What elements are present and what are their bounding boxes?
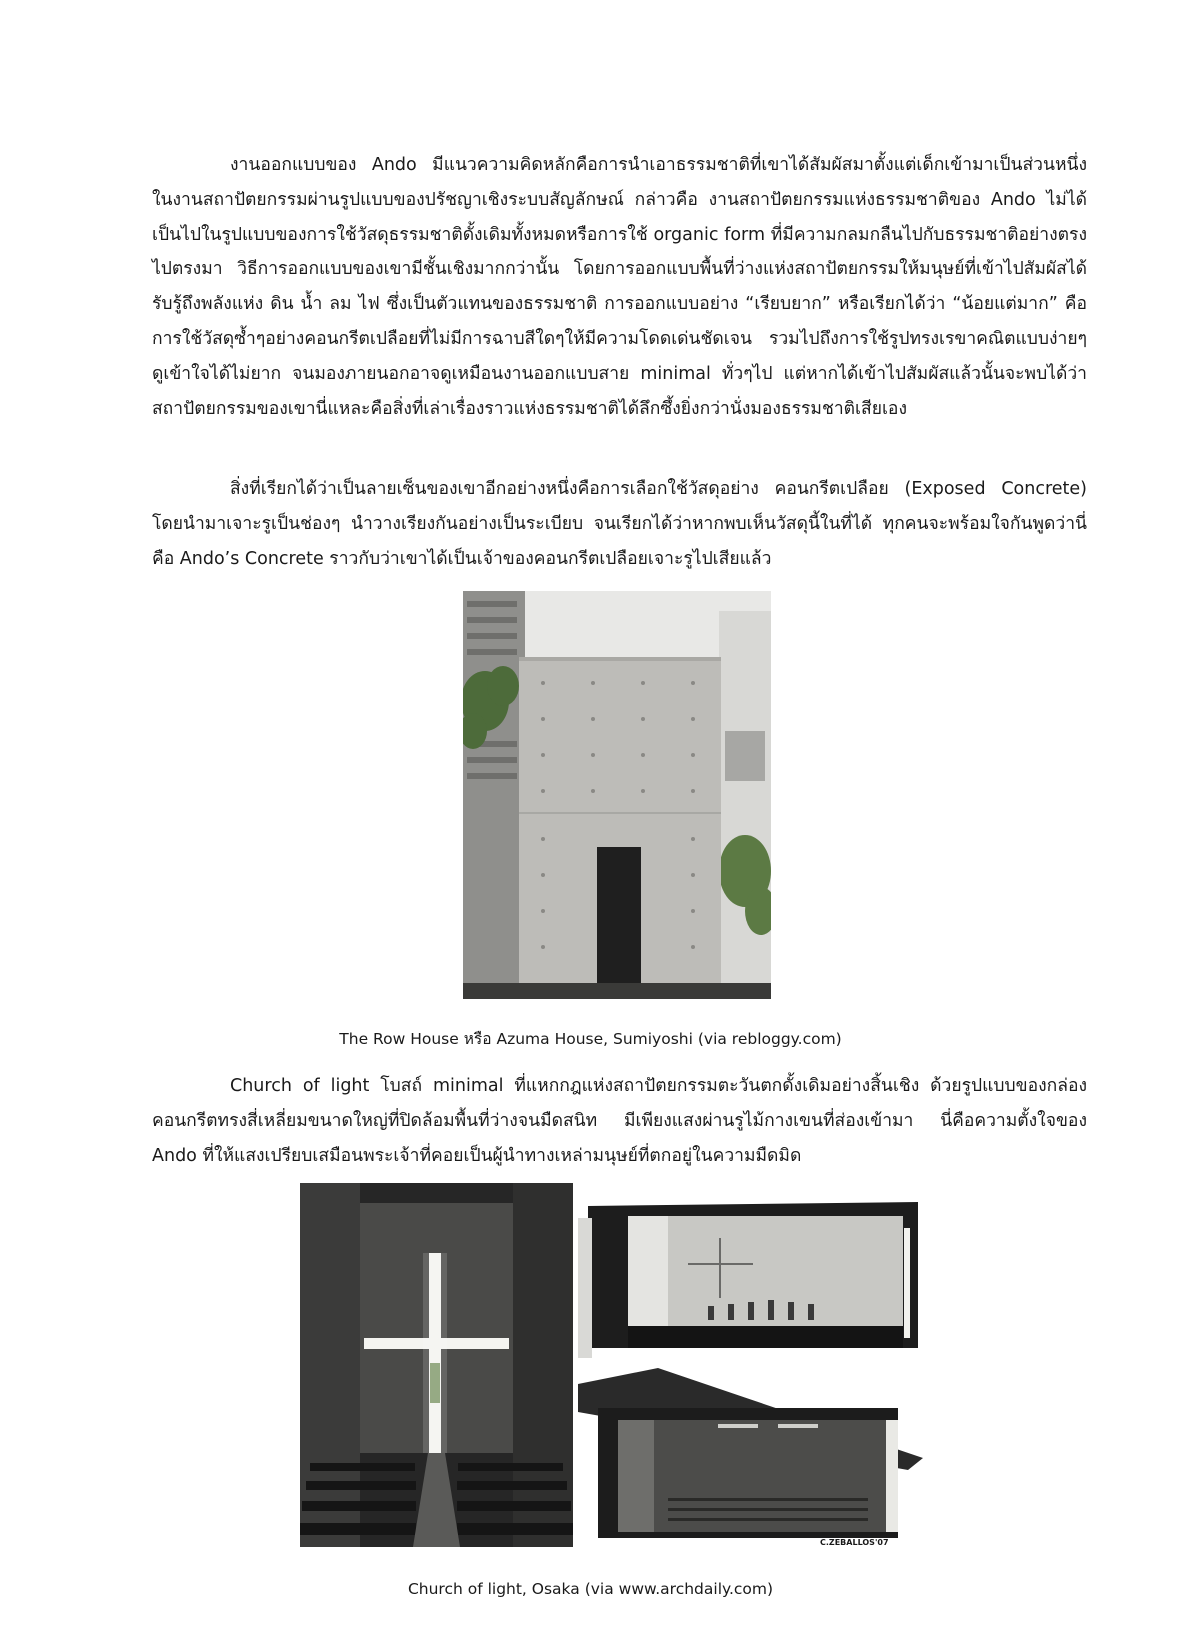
paragraph-church-of-light: Church of light โบสถ์ minimal ที่แหกกฎแห่งสถาปัตยกรรมตะวันตกดั้งเดิมอย่างสิ้นเชิง ด้วยรูปแบบของกล่องคอนกรีตทรงสี่เหลี่ยมขนาดใหญ่ที่ปิดล้อมพื้นที่ว่างจนมืดสนิท มีเพียงแสงผ่านรูไม้กางเขนที่ส่องเข้ามา นี่คือความตั้งใจของ Ando ที่ให้แสงเปรียบเสมือนพระเจ้าที่คอยเป็นผู้นำทางเหล่ามนุษย์ที่ตกอยู่ในความมืดมิด [152,1076,1087,1166]
church-caption: Church of light, Osaka (via www.archdaily.com) [407,1580,774,1598]
drawing-signature: C.ZEBALLOS'07 [820,1538,889,1547]
church-section-drawings [578,1198,926,1550]
row-house-caption: The Row House หรือ Azuma House, Sumiyoshi (via rebloggy.com) [339,1030,842,1048]
church-interior-photo [300,1183,573,1547]
paragraph-exposed-concrete: สิ่งที่เรียกได้ว่าเป็นลายเซ็นของเขาอีกอย่างหนึ่งคือการเลือกใช้วัสดุอย่าง คอนกรีตเปลือย (Exposed Concrete) โดยนำมาเจาะรูเป็นช่องๆ นำวางเรียงกันอย่างเป็นระเบียบ จนเรียกได้ว่าหากพบเห็นวัสดุนี้ในที่ได้ ทุกคนจะพร้อมใจกันพูดว่านี่คือ Ando’s Concrete ราวกับว่าเขาได้เป็นเจ้าของคอนกรีตเปลือยเจาะรูไปเสียแล้ว [152,479,1087,569]
row-house-photo [463,591,771,999]
paragraph-ando-design-concept: งานออกแบบของ Ando มีแนวความคิดหลักคือการนำเอาธรรมชาติที่เขาได้สัมผัสมาตั้งแต่เด็กเข้ามาเป็นส่วนหนึ่งในงานสถาปัตยกรรมผ่านรูปแบบของปรัชญาเชิงระบบสัญลักษณ์ กล่าวคือ งานสถาปัตยกรรมแห่งธรรมชาติของ Ando ไม่ได้เป็นไปในรูปแบบของการใช้วัสดุธรรมชาติดั้งเดิมทั้งหมดหรือการใช้ organic form ที่มีความกลมกลืนไปกับธรรมชาติอย่างตรงไปตรงมา วิธีการออกแบบของเขามีชั้นเชิงมากกว่านั้น โดยการออกแบบพื้นที่ว่างแห่งสถาปัตยกรรมให้มนุษย์ที่เข้าไปสัมผัสได้รับรู้ถึงพลังแห่ง ดิน น้ำ ลม ไฟ ซึ่งเป็นตัวแทนของธรรมชาติ การออกแบบอย่าง “เรียบยาก” หรือเรียกได้ว่า “น้อยแต่มาก” คือการใช้วัสดุซ้ำๆอย่างคอนกรีตเปลือยที่ไม่มีการฉาบสีใดๆให้มีความโดดเด่นชัดเจน รวมไปถึงการใช้รูปทรงเรขาคณิตแบบง่ายๆ ดูเข้าใจได้ไม่ยาก จนมองภายนอกอาจดูเหมือนงานออกแบบสาย minimal ทั่วๆไป แต่หากได้เข้าไปสัมผัสแล้วนั้นจะพบได้ว่าสถาปัตยกรรมของเขานี่แหละคือสิ่งที่เล่าเรื่องราวแห่งธรรมชาติได้ลึกซึ้งยิ่งกว่านั่งมองธรรมชาติเสียเอง [152,155,1087,419]
